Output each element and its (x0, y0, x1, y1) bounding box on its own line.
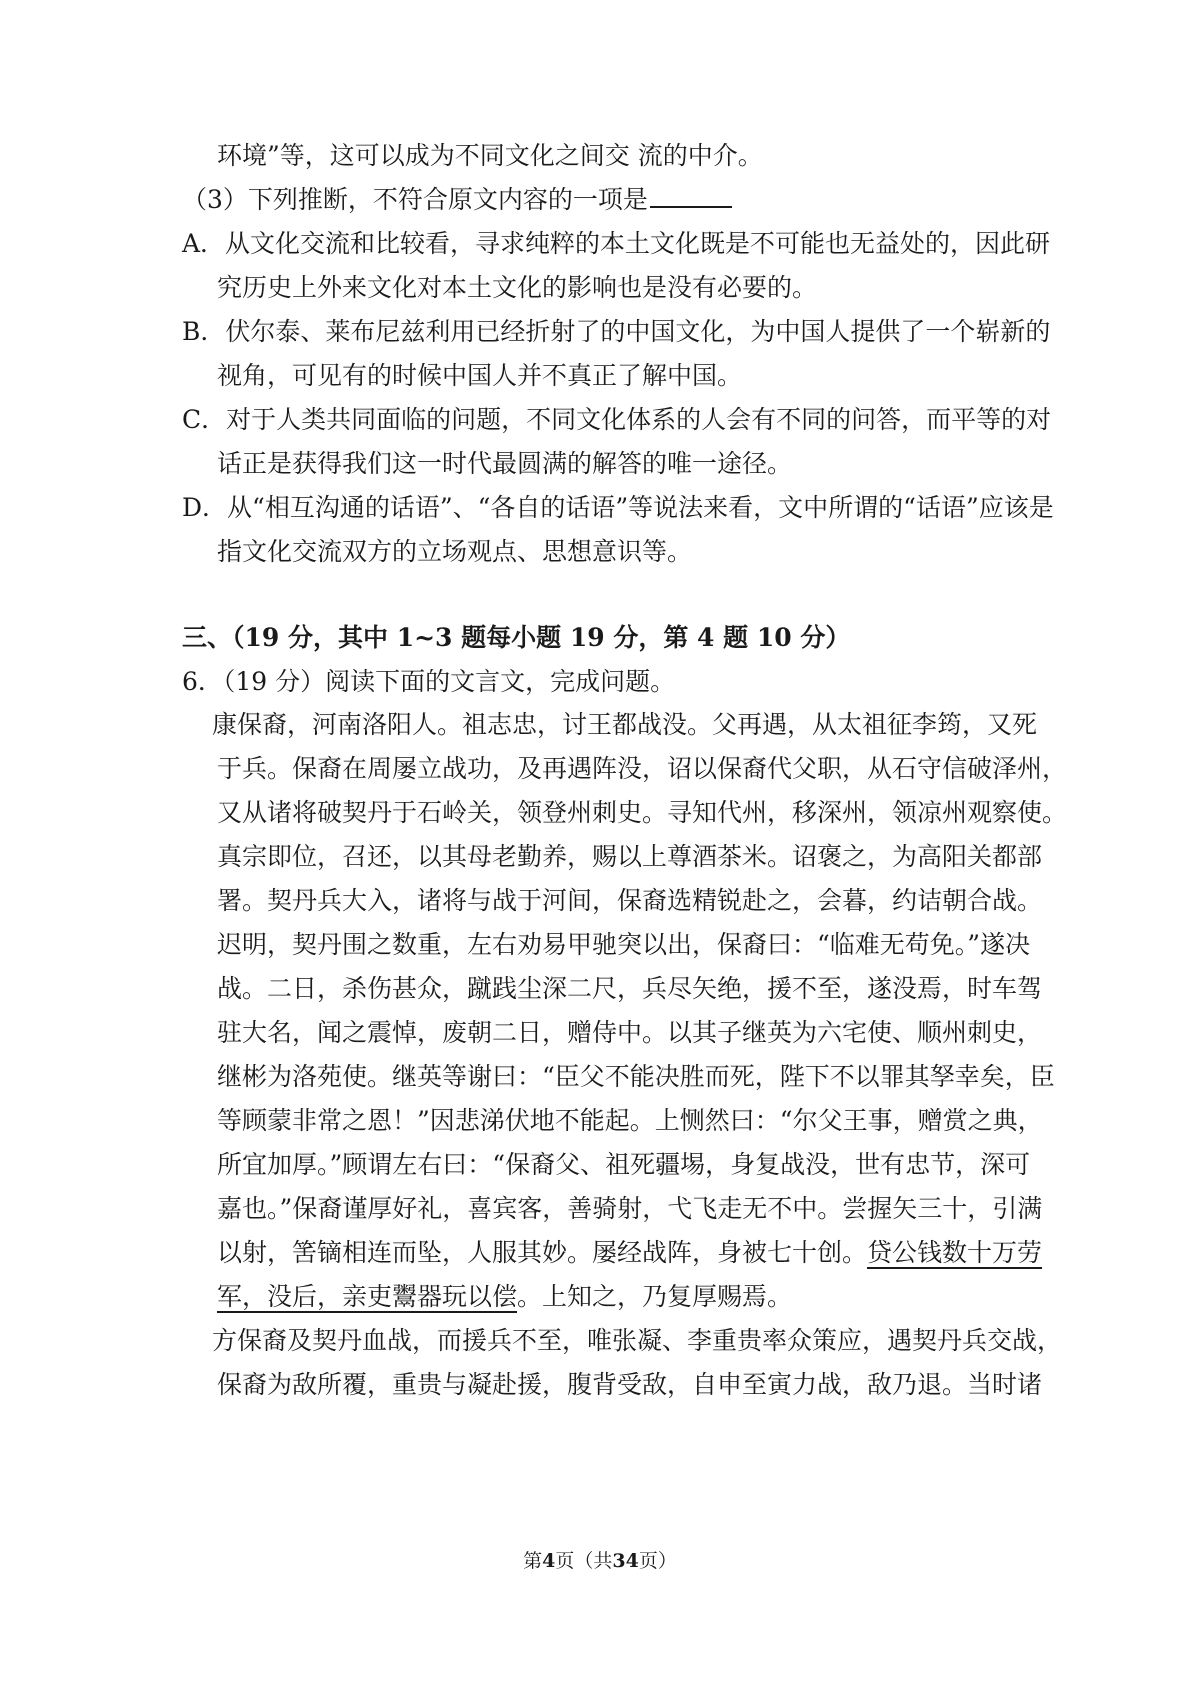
option-b-line-2: 视角，可见有的时候中国人并不真正了解中国。 (217, 361, 743, 390)
passage-text: 。上知之，乃复厚赐焉。 (517, 1282, 793, 1311)
page-number: 4 (542, 1550, 556, 1572)
option-a-line-2: 究历史上外来文化对本土文化的影响也是没有必要的。 (217, 273, 818, 302)
section-heading: 三、（19 分，其中 1~3 题每小题 19 分，第 4 题 10 分） (182, 623, 851, 652)
passage-line: 方保裔及契丹血战，而援兵不至，唯张凝、李重贵率众策应，遇契丹兵交战， (212, 1326, 1063, 1355)
passage-line: 康保裔，河南洛阳人。祖志忠，讨王都战没。父再遇，从太祖征李筠，又死 (212, 710, 1038, 739)
passage-line: 署。契丹兵大入，诸将与战于河间，保裔选精锐赴之，会暮，约诘朝合战。 (217, 886, 1043, 915)
underlined-sentence-part-1: 贷公钱数十万劳 (867, 1238, 1043, 1267)
passage-line: 驻大名，闻之震悼，废朝二日，赠侍中。以其子继英为六宅使、顺州刺史， (217, 1018, 1043, 1047)
passage-line-with-underline (217, 1236, 1042, 1270)
option-c-line-2: 话正是获得我们这一时代最圆满的解答的唯一途径。 (217, 449, 793, 478)
passage-line: 所宜加厚。”顾谓左右曰：“保裔父、祖死疆埸，身复战没，世有忠节，深可 (217, 1150, 1031, 1179)
question-3-prompt (182, 183, 732, 217)
text-line: 环境”等，这可以成为不同文化之间交 流的中介。 (217, 141, 763, 170)
answer-blank (650, 184, 732, 208)
option-d-line-1: D．从“相互沟通的话语”、“各自的话语”等说法来看，文中所谓的“话语”应该是 (182, 493, 1054, 522)
passage-line-with-underline (217, 1280, 792, 1314)
footer-prefix: 第 (523, 1550, 543, 1572)
page-footer (0, 1548, 1200, 1574)
passage-line: 嘉也。”保裔谨厚好礼，喜宾客，善骑射，弋飞走无不中。尝握矢三十，引满 (217, 1194, 1043, 1223)
passage-text: 以射，筈镝相连而坠，人服其妙。屡经战阵，身被七十创。 (217, 1238, 868, 1267)
question-6-title: 6．（19 分）阅读下面的文言文，完成问题。 (182, 667, 676, 696)
underlined-sentence-part-2: 军，没后，亲吏鬻器玩以偿 (217, 1282, 518, 1311)
passage-line: 真宗即位，召还，以其母老勤养，赐以上尊酒茶米。诏褒之，为高阳关都部 (217, 842, 1043, 871)
option-b-line-1: B．伏尔泰、莱布尼兹利用已经折射了的中国文化，为中国人提供了一个崭新的 (182, 317, 1051, 346)
passage-line: 又从诸将破契丹于石岭关，领登州刺史。寻知代州，移深州，领凉州观察使。 (217, 798, 1068, 827)
footer-middle: 页（共 (555, 1550, 613, 1572)
passage-line: 迟明，契丹围之数重，左右劝易甲驰突以出，保裔曰：“临难无苟免。”遂决 (217, 930, 1031, 959)
footer-suffix: 页） (638, 1550, 677, 1572)
passage-line: 战。二日，杀伤甚众，蹴践尘深二尺，兵尽矢绝，援不至，遂没焉，时车驾 (217, 974, 1043, 1003)
option-c-line-1: C．对于人类共同面临的问题，不同文化体系的人会有不同的问答，而平等的对 (182, 405, 1052, 434)
passage-line: 于兵。保裔在周屡立战功，及再遇阵没，诏以保裔代父职，从石守信破泽州， (217, 754, 1068, 783)
question-3-text: （3）下列推断，不符合原文内容的一项是 (182, 185, 648, 214)
passage-line: 等顾蒙非常之恩！”因悲涕伏地不能起。上恻然曰：“尔父王事，赠赏之典， (217, 1106, 1043, 1135)
page-total: 34 (612, 1550, 639, 1572)
option-a-line-1: A．从文化交流和比较看，寻求纯粹的本土文化既是不可能也无益处的，因此研 (182, 229, 1051, 258)
option-d-line-2: 指文化交流双方的立场观点、思想意识等。 (217, 537, 693, 566)
passage-line: 继彬为洛苑使。继英等谢曰：“臣父不能决胜而死，陛下不以罪其孥幸矣，臣 (217, 1062, 1055, 1091)
passage-line: 保裔为敌所覆，重贵与凝赴援，腹背受敌，自申至寅力战，敌乃退。当时诸 (217, 1370, 1043, 1399)
